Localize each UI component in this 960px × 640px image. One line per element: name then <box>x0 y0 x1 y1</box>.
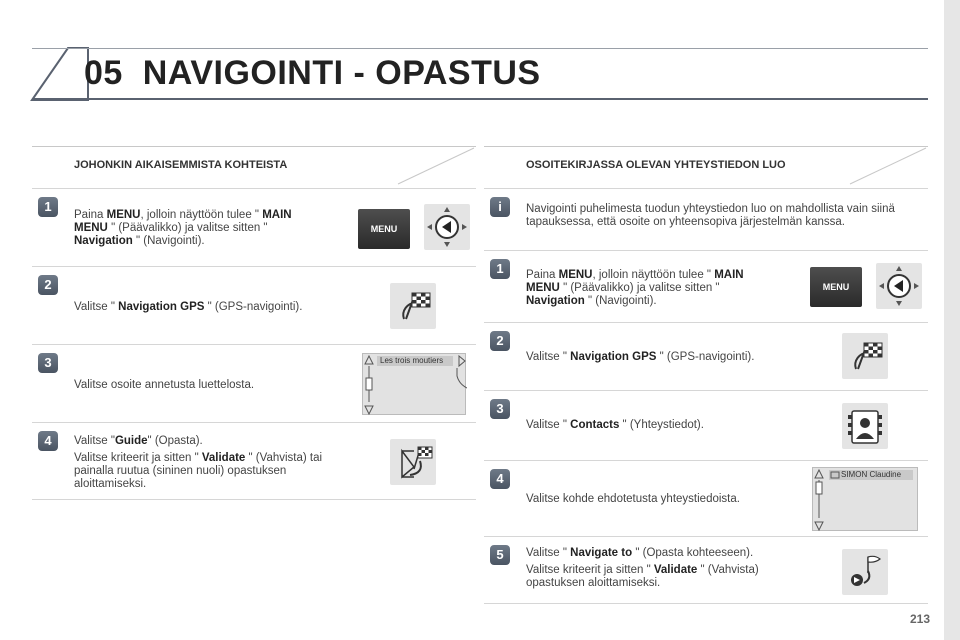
step-text: Valitse " Navigate to " (Opasta kohteeseen). Valitse kriteerit ja sitten " Validate " (Vahvista) opastuksen aloittamiseksi. <box>526 547 759 589</box>
navigation-flag-icon <box>390 283 436 329</box>
menu-key-icon: MENU <box>810 267 862 307</box>
guide-flag-icon <box>390 439 436 485</box>
contact-list-screen-icon <box>812 467 918 531</box>
step-text: Valitse " Contacts " (Yhteystiedot). <box>526 419 704 431</box>
step-number: 1 <box>38 197 58 217</box>
contact-entry-label: SIMON Claudine <box>841 470 902 479</box>
right-info-note <box>484 188 928 250</box>
right-step-2 <box>484 322 928 390</box>
left-step-3 <box>32 344 476 422</box>
step-text: Paina MENU, jolloin näyttöön tulee " MAIN MENU " (Päävalikko) ja valitse sitten " Navigation " (Navigointi). <box>526 269 744 307</box>
step-number: 2 <box>38 275 58 295</box>
right-step-1 <box>484 250 928 322</box>
joystick-icon <box>424 204 470 250</box>
right-step-3 <box>484 390 928 460</box>
navigate-to-icon <box>842 549 888 595</box>
info-text: Navigointi puhelimesta tuodun yhteystiedon luo on mahdollista vain siinä tapauksessa, että osoite on yhteensopiva järjestelmän kanssa. <box>526 203 895 228</box>
page-title: 05 NAVIGOINTI - OPASTUS <box>84 54 541 92</box>
step-text: Valitse " Navigation GPS " (GPS-navigointi). <box>526 351 755 363</box>
left-step-1 <box>32 188 476 266</box>
step-text: Valitse " Navigation GPS " (GPS-navigointi). <box>74 301 303 313</box>
step-text: Paina MENU, jolloin näyttöön tulee " MAIN MENU " (Päävalikko) ja valitse sitten " Navigation " (Navigointi). <box>74 209 292 247</box>
left-step-2 <box>32 266 476 344</box>
step-text: Valitse kohde ehdotetusta yhteystiedoista. <box>526 493 740 505</box>
step-number: 4 <box>490 469 510 489</box>
step-number: 2 <box>490 331 510 351</box>
list-entry-label: Les trois moutiers <box>380 356 444 365</box>
right-section-heading: OSOITEKIRJASSA OLEVAN YHTEYSTIEDON LUO <box>484 146 928 184</box>
step-text: Valitse "Guide" (Opasta). Valitse kriteerit ja sitten " Validate " (Vahvista) tai painalla ruutua (sininen nuoli) opastuksen aloittamiseksi. <box>74 435 323 490</box>
address-list-screen-icon <box>362 353 466 415</box>
left-step-4 <box>32 422 476 500</box>
right-step-5 <box>484 536 928 604</box>
info-icon: i <box>490 197 510 217</box>
step-number: 1 <box>490 259 510 279</box>
page-number: 213 <box>909 612 930 626</box>
joystick-icon <box>876 263 922 309</box>
step-number: 4 <box>38 431 58 451</box>
left-section-heading: JOHONKIN AIKAISEMMISTA KOHTEISTA <box>32 146 476 184</box>
contacts-icon <box>842 403 888 449</box>
right-step-4 <box>484 460 928 536</box>
navigation-flag-icon <box>842 333 888 379</box>
page-edge-strip <box>944 0 960 640</box>
step-number: 5 <box>490 545 510 565</box>
menu-key-icon: MENU <box>358 209 410 249</box>
step-number: 3 <box>490 399 510 419</box>
step-text: Valitse osoite annetusta luettelosta. <box>74 379 255 391</box>
step-number: 3 <box>38 353 58 373</box>
